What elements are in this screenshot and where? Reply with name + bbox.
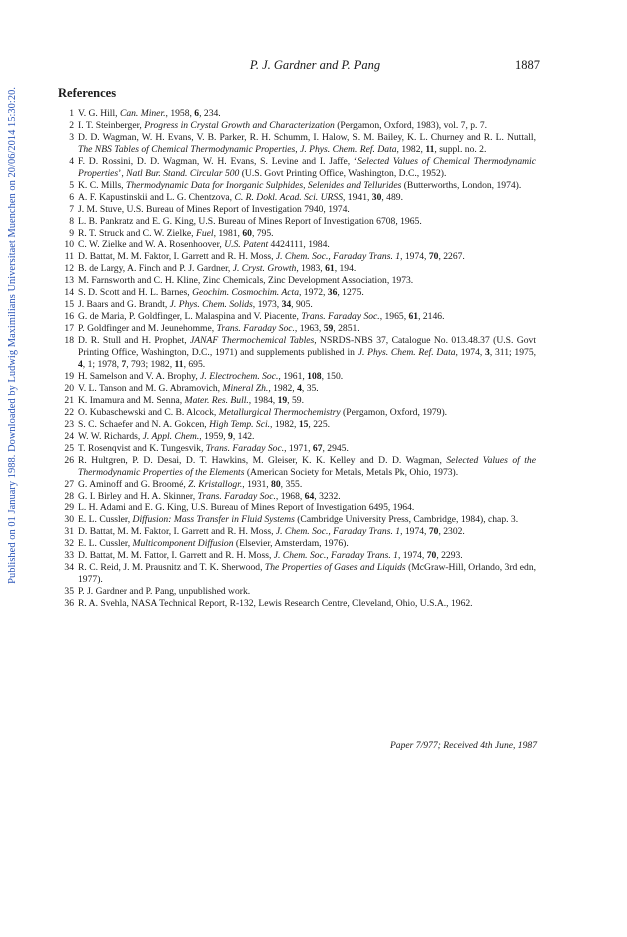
reference-fragment: D. D. Wagman, W. H. Evans, V. B. Parker, R. H. Schumm, I. Halow, S. M. Bailey, K. L. Churney and R. L. Nuttall, <box>78 131 536 143</box>
reference-fragment: , 1983, <box>296 263 326 275</box>
reference-fragment: 7 <box>121 359 127 371</box>
reference-fragment: P. J. Gardner and P. Pang, unpublished work. <box>78 586 251 598</box>
reference-fragment: , 1984, <box>248 394 278 406</box>
reference-fragment: J. M. Stuve, U.S. Bureau of Mines Report of Investigation 7940, 1974. <box>78 203 350 215</box>
reference-fragment: , 59. <box>287 394 304 406</box>
reference-fragment: Metallurgical Thermochemistry <box>218 406 341 418</box>
reference-fragment: E. L. Cussler, <box>78 538 133 550</box>
running-header <box>0 58 627 74</box>
reference-item <box>58 502 536 514</box>
reference-item <box>58 455 536 479</box>
reference-fragment: J. Chem. Soc., Faraday Trans. 1 <box>273 550 398 562</box>
reference-text <box>78 192 536 204</box>
reference-fragment: , 1275. <box>337 287 364 299</box>
reference-fragment: J. Phys. Chem. Ref. Data <box>300 143 397 155</box>
reference-fragment: R. C. Reid, J. M. Prausnitz and T. K. Sherwood, <box>78 562 265 574</box>
paper-received-note: Paper 7/977; Received 4th June, 1987 <box>389 740 537 751</box>
reference-fragment: , 3232. <box>314 490 341 502</box>
reference-fragment: High Temp. Sci. <box>209 418 271 430</box>
reference-number: 31 <box>64 526 74 538</box>
reference-number: 19 <box>64 370 74 382</box>
reference-fragment: 11 <box>425 143 435 155</box>
reference-text <box>78 311 536 323</box>
reference-number: 11 <box>64 251 74 263</box>
reference-number: 33 <box>64 550 74 562</box>
reference-number: 16 <box>64 311 74 323</box>
reference-fragment: , 1982, <box>270 418 299 430</box>
reference-number: 17 <box>64 323 74 335</box>
reference-text <box>78 216 536 228</box>
reference-fragment: Trans. Faraday Soc. <box>216 323 295 335</box>
reference-number: 21 <box>64 394 74 406</box>
reference-fragment: Natl Bur. Stand. Circular 500 <box>126 167 240 179</box>
reference-item <box>58 287 536 299</box>
reference-item <box>58 479 536 491</box>
reference-fragment: 70 <box>428 526 439 538</box>
reference-text <box>78 335 536 371</box>
reference-number: 3 <box>69 131 74 143</box>
reference-fragment: R. A. Svehla, NASA Technical Report, R-132, Lewis Research Centre, Cleveland, Ohio, U.S.A., 1962. <box>78 598 473 610</box>
reference-item <box>58 550 536 562</box>
reference-number: 9 <box>69 227 74 239</box>
reference-item <box>58 335 536 371</box>
reference-fragment: Geochim. Cosmochim. Acta <box>192 287 299 299</box>
reference-fragment: 34 <box>281 299 292 311</box>
reference-fragment: D. Battat, M. M. Fattor, I. Garrett and R. H. Moss, <box>78 550 274 562</box>
reference-fragment: P. Goldfinger and M. Jeunehomme, <box>78 323 217 335</box>
reference-fragment: 19 <box>277 394 288 406</box>
reference-number: 23 <box>64 418 74 430</box>
reference-fragment: , NSRDS-NBS 37, Catalogue No. 013.48.37 (U.S. Govt Printing Office, Washington, D.C., 1971) and supplements published in <box>78 335 536 359</box>
reference-fragment: 64 <box>304 490 315 502</box>
reference-number: 30 <box>64 514 74 526</box>
reference-fragment: (Butterworths, London, 1974). <box>401 179 522 191</box>
reference-fragment: A. F. Kapustinskii and L. G. Chentzova, <box>78 191 235 203</box>
reference-fragment: , 1963, <box>294 323 324 335</box>
reference-fragment: , 1974, <box>397 550 427 562</box>
reference-fragment: (Pergamon, Oxford, 1983), vol. 7, p. 7. <box>334 119 488 131</box>
reference-fragment: (American Society for Metals, Metals Pk, Ohio, 1973). <box>244 466 459 478</box>
reference-fragment: , 795. <box>251 227 274 239</box>
reference-fragment: J. Chem. Soc., Faraday Trans. 1 <box>275 526 401 538</box>
reference-item <box>58 383 536 395</box>
reference-fragment: S. C. Schaefer and N. A. Gokcen, <box>78 418 210 430</box>
reference-fragment: 59 <box>323 323 334 335</box>
reference-fragment: 108 <box>307 370 322 382</box>
reference-text <box>78 287 536 299</box>
reference-fragment: Fuel <box>195 227 214 239</box>
reference-fragment: (Cambridge University Press, Cambridge, 1984), chap. 3. <box>294 514 519 526</box>
reference-fragment: , 905. <box>291 299 313 311</box>
reference-fragment: E. L. Cussler, <box>78 514 133 526</box>
reference-fragment: B. de Largy, A. Finch and P. J. Gardner, <box>78 263 233 275</box>
reference-fragment: C. R. Dokl. Acad. Sci. URSS <box>234 191 343 203</box>
reference-text <box>78 514 536 526</box>
reference-item <box>58 120 536 132</box>
reference-fragment: K. C. Mills, <box>78 179 126 191</box>
reference-number: 18 <box>64 335 74 347</box>
reference-item <box>58 395 536 407</box>
reference-number: 32 <box>64 538 74 550</box>
reference-fragment: J. Chem. Soc., Faraday Trans. 1 <box>275 251 401 263</box>
reference-text <box>78 180 536 192</box>
reference-item <box>58 228 536 240</box>
reference-fragment: , 1974, <box>455 347 486 359</box>
reference-text <box>78 132 536 156</box>
reference-fragment: Trans. Faraday Soc. <box>197 490 276 502</box>
reference-fragment: , 1972, <box>299 287 328 299</box>
reference-fragment: Mineral Zh. <box>222 382 269 394</box>
reference-fragment: ’, <box>118 167 127 179</box>
page-number: 1887 <box>515 58 540 72</box>
reference-text <box>78 383 536 395</box>
reference-item <box>58 311 536 323</box>
reference-fragment: V. L. Tanson and M. G. Abramovich, <box>78 382 223 394</box>
reference-number: 1 <box>69 108 74 119</box>
reference-fragment: U.S. Patent <box>224 239 269 251</box>
reference-fragment: F. D. Rossini, D. D. Wagman, W. H. Evans, S. Levine and I. Jaffe, ‘ <box>78 155 358 167</box>
reference-item <box>58 216 536 228</box>
reference-text <box>78 108 536 120</box>
reference-fragment: The NBS Tables of Chemical Thermodynamic Properties <box>78 143 296 155</box>
reference-number: 5 <box>69 179 74 191</box>
reference-fragment: Trans. Faraday Soc. <box>301 311 380 323</box>
reference-fragment: , 1968, <box>275 490 305 502</box>
download-notice-text: Published on 01 January 1988. Downloaded by Ludwig Maximilians Universitaet Muenchen on 20/06/2014 15:30:20. <box>6 86 18 584</box>
reference-item <box>58 192 536 204</box>
reference-text <box>78 371 536 383</box>
reference-item <box>58 538 536 550</box>
reference-fragment: 30 <box>371 191 382 203</box>
reference-text <box>78 562 536 586</box>
reference-number: 27 <box>64 478 74 490</box>
reference-fragment: , 1982, <box>268 382 298 394</box>
reference-fragment: G. I. Birley and H. A. Skinner, <box>78 490 198 502</box>
reference-fragment: (U.S. Govt Printing Office, Washington, D.C., 1952). <box>239 167 447 179</box>
reference-fragment: 61 <box>325 263 335 275</box>
references-heading: References <box>58 86 117 100</box>
reference-fragment: , 1974, <box>400 251 429 263</box>
reference-text <box>78 538 536 550</box>
reference-fragment: The Properties of Gases and Liquids <box>264 562 406 574</box>
reference-fragment: , 1959, <box>199 430 229 442</box>
reference-text <box>78 443 536 455</box>
reference-fragment: , 793; 1982, <box>126 359 175 371</box>
reference-fragment: , 489. <box>381 191 403 203</box>
reference-fragment: H. Samelson and V. A. Brophy, <box>78 370 201 382</box>
reference-fragment: D. R. Stull and H. Prophet, <box>78 335 191 347</box>
reference-fragment: D. Battat, M. M. Faktor, I. Garrett and R. H. Moss, <box>78 251 276 263</box>
reference-fragment: , 1931, <box>242 478 272 490</box>
reference-item <box>58 263 536 275</box>
reference-text <box>78 502 536 514</box>
reference-text <box>78 204 536 216</box>
reference-fragment: , 150. <box>321 370 344 382</box>
reference-fragment: , 1973, <box>252 299 282 311</box>
reference-fragment: (McGraw-Hill, Orlando, 3rd edn, 1977). <box>78 562 537 586</box>
reference-item <box>58 443 536 455</box>
reference-item <box>58 323 536 335</box>
reference-number: 20 <box>64 382 74 394</box>
reference-number: 36 <box>64 598 74 610</box>
reference-fragment: 80 <box>271 478 281 490</box>
reference-text <box>78 239 536 251</box>
reference-text <box>78 120 536 132</box>
reference-fragment: W. W. Richards, <box>78 430 143 442</box>
reference-item <box>58 275 536 287</box>
reference-fragment: , 1965, <box>379 311 409 323</box>
reference-fragment: R. Hultgren, P. D. Desai, D. T. Hawkins, M. Gleiser, K. K. Kelley and D. D. Wagman, <box>78 454 447 466</box>
reference-number: 7 <box>69 203 74 215</box>
reference-item <box>58 180 536 192</box>
reference-fragment: , 1981, <box>213 227 243 239</box>
reference-number: 28 <box>64 490 74 502</box>
reference-text <box>78 299 536 311</box>
reference-item <box>58 491 536 503</box>
reference-fragment: 9 <box>228 430 233 442</box>
reference-number: 26 <box>64 454 74 466</box>
reference-fragment: , 1961, <box>278 370 308 382</box>
reference-text <box>78 479 536 491</box>
reference-text <box>78 407 536 419</box>
reference-fragment: , 1941, <box>343 191 372 203</box>
reference-fragment: , 2945. <box>322 442 349 454</box>
reference-item <box>58 407 536 419</box>
reference-fragment: Multicomponent Diffusion <box>132 538 234 550</box>
reference-item <box>58 132 536 156</box>
reference-fragment: 61 <box>408 311 419 323</box>
reference-text <box>78 586 536 598</box>
reference-text <box>78 275 536 287</box>
reference-fragment: , 1; 1978, <box>82 359 122 371</box>
reference-item <box>58 371 536 383</box>
reference-fragment: 4424111, 1984. <box>268 239 330 251</box>
reference-number: 15 <box>64 299 74 311</box>
reference-number: 25 <box>64 442 74 454</box>
reference-list <box>58 108 536 610</box>
reference-fragment: , 234. <box>199 108 221 119</box>
header-authors: P. J. Gardner and P. Pang <box>249 58 381 72</box>
reference-fragment: J. Appl. Chem. <box>142 430 200 442</box>
reference-fragment: , 2267. <box>438 251 465 263</box>
reference-fragment: 3 <box>485 347 490 359</box>
reference-fragment: , 1958, <box>165 108 195 119</box>
reference-item <box>58 108 536 120</box>
reference-fragment: K. Imamura and M. Senna, <box>78 394 185 406</box>
reference-fragment: , 225. <box>308 418 331 430</box>
reference-fragment: J. Baars and G. Brandt, <box>78 299 170 311</box>
reference-item <box>58 586 536 598</box>
reference-fragment: V. G. Hill, <box>78 108 120 119</box>
reference-fragment: 70 <box>428 251 439 263</box>
reference-fragment: 11 <box>174 359 184 371</box>
reference-fragment: , 2851. <box>333 323 360 335</box>
reference-number: 24 <box>64 430 74 442</box>
reference-fragment: 70 <box>426 550 437 562</box>
reference-item <box>58 562 536 586</box>
reference-fragment: J. Phys. Chem. Ref. Data <box>357 347 456 359</box>
reference-number: 34 <box>64 562 74 574</box>
reference-fragment: 36 <box>327 287 338 299</box>
reference-fragment: Can. Miner. <box>119 108 166 119</box>
reference-fragment: T. Rosenqvist and K. Tungesvik, <box>78 442 206 454</box>
reference-fragment: G. Aminoff and G. Broomé, <box>78 478 189 490</box>
reference-fragment: , 2146. <box>418 311 445 323</box>
reference-item <box>58 204 536 216</box>
reference-fragment: Z. Kristallogr. <box>188 478 243 490</box>
reference-fragment: , 35. <box>301 382 319 394</box>
reference-fragment: , 2293. <box>436 550 463 562</box>
reference-text <box>78 550 536 562</box>
reference-fragment: G. de Maria, P. Goldfinger, L. Malaspina and V. Piacente, <box>78 311 302 323</box>
reference-number: 22 <box>64 406 74 418</box>
reference-fragment: Selected Values of Chemical Thermodynamic Properties <box>78 155 536 179</box>
reference-fragment: D. Battat, M. M. Faktor, I. Garrett and R. H. Moss, <box>78 526 276 538</box>
reference-fragment: 4 <box>78 359 83 371</box>
reference-fragment: , 311; 1975, <box>489 347 537 359</box>
reference-fragment: , 1974, <box>400 526 429 538</box>
reference-number: 14 <box>64 287 74 299</box>
reference-fragment: 4 <box>297 382 302 394</box>
reference-fragment: M. Farnsworth and C. H. Kline, Zinc Chemicals, Zinc Development Association, 1973. <box>78 275 414 287</box>
reference-fragment: 67 <box>312 442 323 454</box>
reference-text <box>78 156 536 180</box>
reference-number: 10 <box>64 239 74 251</box>
reference-fragment: R. T. Struck and C. W. Zielke, <box>78 227 196 239</box>
reference-fragment: (Pergamon, Oxford, 1979). <box>340 406 448 418</box>
reference-item <box>58 419 536 431</box>
reference-fragment: J. Electrochem. Soc. <box>200 370 279 382</box>
reference-item <box>58 431 536 443</box>
reference-text <box>78 251 536 263</box>
reference-number: 35 <box>64 586 74 598</box>
reference-text <box>78 491 536 503</box>
reference-item <box>58 526 536 538</box>
download-notice-sidebar <box>2 55 22 615</box>
reference-fragment: , 2302. <box>438 526 465 538</box>
reference-text <box>78 419 536 431</box>
reference-fragment: S. D. Scott and H. L. Barnes, <box>78 287 193 299</box>
reference-text <box>78 323 536 335</box>
reference-number: 12 <box>64 263 74 275</box>
reference-fragment: Trans. Faraday Soc. <box>205 442 285 454</box>
reference-fragment: I. T. Steinberger, <box>78 119 145 131</box>
reference-fragment: Selected Values of the Thermodynamic Properties of the Elements <box>78 454 536 478</box>
reference-fragment: 60 <box>242 227 252 239</box>
reference-text <box>78 263 536 275</box>
reference-fragment: , 1982, <box>396 143 426 155</box>
reference-fragment: , 695. <box>183 359 206 371</box>
reference-fragment: , 355. <box>280 478 303 490</box>
reference-text <box>78 431 536 443</box>
reference-fragment: , 1971, <box>284 442 313 454</box>
reference-item <box>58 156 536 180</box>
reference-number: 4 <box>69 155 74 167</box>
reference-item <box>58 598 536 610</box>
reference-number: 13 <box>64 275 74 287</box>
reference-number: 8 <box>69 215 74 227</box>
reference-fragment: (Elsevier, Amsterdam, 1976). <box>233 538 349 550</box>
reference-fragment: , 142. <box>232 430 255 442</box>
reference-fragment: Mater. Res. Bull. <box>184 394 249 406</box>
reference-text <box>78 455 536 479</box>
reference-fragment: J. Cryst. Growth <box>232 263 297 275</box>
reference-fragment: Progress in Crystal Growth and Characterization <box>144 119 335 131</box>
reference-number: 2 <box>69 119 74 131</box>
reference-item <box>58 514 536 526</box>
reference-fragment: , 194. <box>334 263 357 275</box>
reference-text <box>78 526 536 538</box>
reference-text <box>78 598 536 610</box>
reference-fragment: Diffusion: Mass Transfer in Fluid Systems <box>132 514 295 526</box>
reference-fragment: O. Kubaschewski and C. B. Alcock, <box>78 406 219 418</box>
reference-text <box>78 395 536 407</box>
reference-item <box>58 299 536 311</box>
reference-number: 6 <box>69 191 74 203</box>
reference-item <box>58 239 536 251</box>
reference-fragment: JANAF Thermochemical Tables <box>190 335 315 347</box>
reference-fragment: C. W. Zielke and W. A. Rosenhoover, <box>78 239 225 251</box>
reference-fragment: 6 <box>194 108 200 119</box>
reference-item <box>58 251 536 263</box>
reference-fragment: L. H. Adami and E. G. King, U.S. Bureau of Mines Report of Investigation 6495, 1964. <box>78 502 415 514</box>
reference-fragment: J. Phys. Chem. Solids <box>169 299 253 311</box>
reference-number: 29 <box>64 502 74 514</box>
reference-fragment: L. B. Pankratz and E. G. King, U.S. Bureau of Mines Report of Investigation 6708, 1965. <box>78 215 422 227</box>
reference-fragment: Thermodynamic Data for Inorganic Sulphides, Selenides and Tellurides <box>125 179 402 191</box>
reference-fragment: , suppl. no. 2. <box>434 143 487 155</box>
reference-fragment: 15 <box>298 418 309 430</box>
reference-fragment: , <box>295 143 301 155</box>
reference-text <box>78 228 536 240</box>
